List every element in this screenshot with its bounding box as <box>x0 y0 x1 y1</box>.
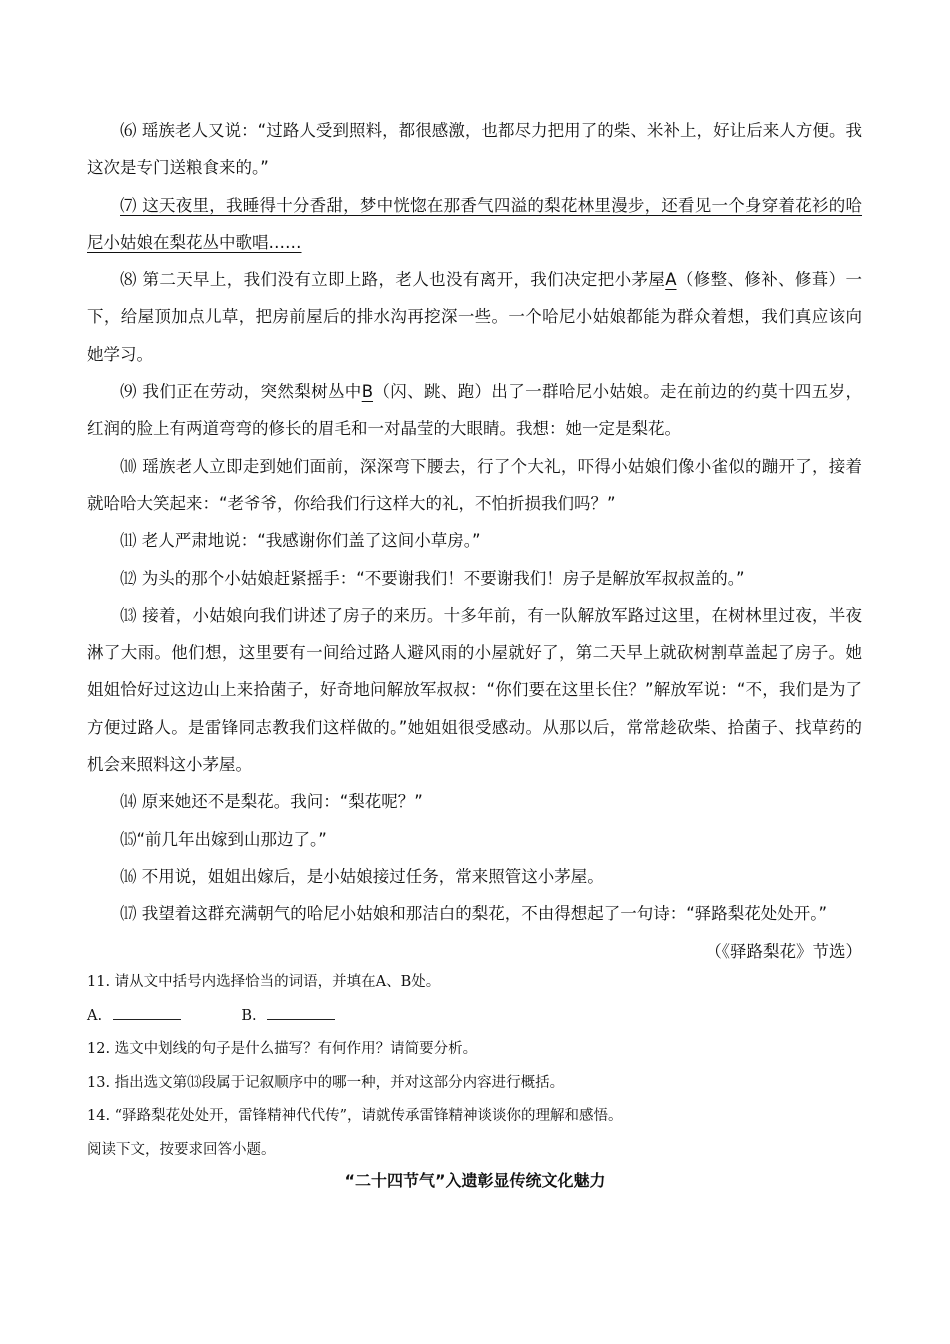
section-intro: 阅读下文，按要求回答小题。 <box>87 1141 276 1158</box>
paragraph-12: ⑿ 为头的那个小姑娘赶紧摇手：“不要谢我们！不要谢我们！房子是解放军叔叔盖的。” <box>120 568 745 588</box>
questions-section <box>87 966 862 1167</box>
paragraph-16: ⒃ 不用说，姐姐出嫁后，是小姑娘接过任务，常来照管这小茅屋。 <box>120 866 604 886</box>
paragraph-13: ⒀ 接着，小姑娘向我们讲述了房子的来历。十多年前，有一队解放军路过这里，在树林里过夜，半夜淋了大雨。他们想，这里要有一间给过路人避风雨的小屋就好了，第二天早上就砍树割草盖起了房子。她姐姐恰好过这边山上来拾菌子，好奇地问解放军叔叔：“你们要在这里长住？”解放军说：“不，我们是为了方便过路人。是雷锋同志教我们这样做的。”她姐姐很受感动。从那以后，常常趁砍柴、拾菌子、找草药的机会来照料这小茅屋。 <box>87 605 862 775</box>
underlined-sentence: ⑺ 这天夜里，我睡得十分香甜，梦中恍惚在那香气四溢的梨花林里漫步，还看见一个身穿着花衫的哈尼小姑娘在梨花丛中歌唱…… <box>87 195 862 252</box>
question-11: 11. 请从文中括号内选择恰当的词语，并填在A、B处。 <box>87 974 441 990</box>
paragraph-8-text-a: ⑻ 第二天早上，我们没有立即上路，老人也没有离开，我们决定把小茅屋 <box>120 270 666 290</box>
paragraph-14: ⒁ 原来她还不是梨花。我问：“梨花呢？” <box>120 792 423 812</box>
paragraph-9-text-b: （闪、跳、跑）出了一群哈尼小姑娘。走在前边的约莫十四五岁，红润的脸上有两道弯弯的修长的眉毛和一对晶莹的大眼睛。我想：她一定是梨花。 <box>87 382 863 439</box>
question-12: 12. 选文中划线的句子是什么描写？有何作用？请简要分析。 <box>87 1041 478 1057</box>
next-article-title: “二十四节气”入遗彰显传统文化魅力 <box>344 1171 606 1190</box>
answer-b-label: B. <box>241 1007 257 1024</box>
source-citation: （《驿路梨花》节选） <box>705 941 862 961</box>
answer-a-label: A. <box>87 1007 103 1024</box>
paragraph-17: ⒄ 我望着这群充满朝气的哈尼小姑娘和那洁白的梨花，不由得想起了一句诗：“驿路梨花处处开。” <box>120 904 828 924</box>
answer-b-blank[interactable] <box>267 1005 335 1020</box>
paragraph-9 <box>87 373 862 448</box>
blank-b: B <box>361 382 374 402</box>
question-14: 14. “驿路梨花处处开，雷锋精神代代传”，请就传承雷锋精神谈谈你的理解和感悟。 <box>87 1108 623 1124</box>
paragraph-6: ⑹ 瑶族老人又说：“过路人受到照料，都很感激，也都尽力把用了的柴、米补上，好让后来人方便。我这次是专门送粮食来的。” <box>87 121 862 178</box>
answer-a-blank[interactable] <box>113 1005 181 1020</box>
paragraph-11: ⑾ 老人严肃地说：“我感谢你们盖了这间小草房。” <box>120 531 481 551</box>
reading-passage <box>87 112 862 970</box>
question-13: 13. 指出选文第⒀段属于记叙顺序中的哪一种，并对这部分内容进行概括。 <box>87 1074 565 1091</box>
paragraph-8 <box>87 261 862 373</box>
paragraph-10: ⑽ 瑶族老人立即走到她们面前，深深弯下腰去，行了个大礼，吓得小姑娘们像小雀似的蹦开了，接着就哈哈大笑起来：“老爷爷，你给我们行这样大的礼，不怕折损我们吗？” <box>87 456 862 513</box>
paragraph-15: ⒂“前几年出嫁到山那边了。” <box>120 829 327 849</box>
blank-a: A <box>665 270 677 290</box>
paragraph-7-underlined <box>87 187 862 262</box>
paragraph-8-text-b: （修整、修补、修葺）一下，给屋顶加点儿草，把房前屋后的排水沟再挖深一些。一个哈尼小姑娘都能为群众着想，我们真应该向她学习。 <box>87 270 863 364</box>
paragraph-9-text-a: ⑼ 我们正在劳动，突然梨树丛中 <box>120 382 362 402</box>
question-11-answers <box>87 1000 862 1034</box>
